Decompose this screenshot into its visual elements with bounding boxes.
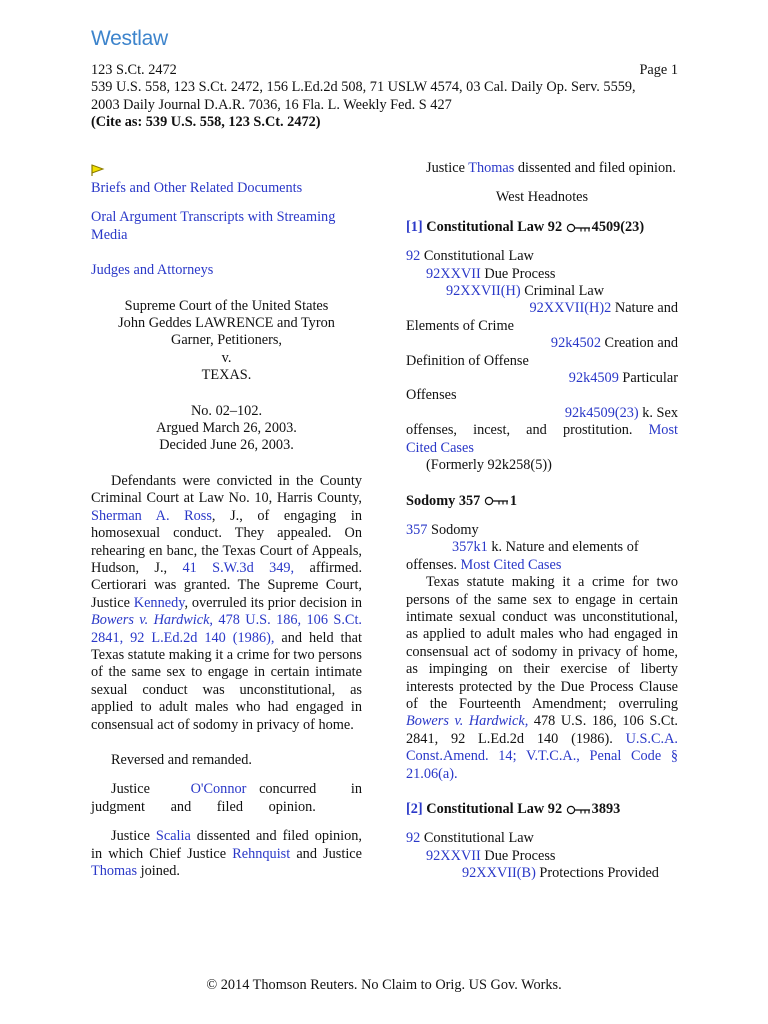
versus: v. [221,349,232,366]
respondent: TEXAS. [201,367,252,384]
bowers-case-link-2[interactable]: Bowers v. Hardwick, [406,713,529,730]
hn-sodomy-line-2: 357k1 k. Nature and elements of [452,539,639,556]
key-number-icon [484,496,510,506]
hn1-line-5b: Definition of Offense [406,352,529,369]
right-column [406,160,678,883]
yellow-flag-icon[interactable] [91,164,105,176]
headnote-2-number[interactable]: [2] [406,801,423,817]
hn1-line-4: 92XXVII(H)2 Nature and [529,300,678,317]
decided-date: Decided June 26, 2003. [159,437,294,454]
topic-92-link[interactable]: 92 [406,248,421,265]
topic-92-link-2[interactable]: 92 [406,830,421,847]
hn1-formerly: (Formerly 92k258(5)) [426,457,552,474]
topic-92k4509-link[interactable]: 92k4509 [568,370,619,387]
hn1-line-6: 92k4509 Particular [568,370,678,387]
bowers-case-link[interactable]: Bowers v. Hardwick, [91,612,213,629]
hn-sodomy-line-2b: offenses. Most Cited Cases [406,556,562,573]
headnotes-title: West Headnotes [495,189,589,206]
usca-const-link[interactable]: U.S.C.A. Const.Amend. 14; V.T.C.A., Penal Code § 21.06(a). [406,730,678,782]
court-name: Supreme Court of the United States [124,297,329,314]
hn-sodomy-body: Texas statute making it a crime for two persons of the same sex to engage in certain intimate sexual conduct was unconstitutional, as applied to adult males who had engaged in consensual act of sodomy in privacy of home, as impinging on their exercise of liberty interests protected by the Due Process Clause of the Fourteenth Amendment; overruling Bowers v. Hardwick, 478 U.S. 186, 106 S.Ct. 2841, 92 L.Ed.2d 140 (1986). U.S.C.A. Const.Amend. 14; V.T.C.A., Penal Code § 21.06(a). [406,574,678,782]
hn-sodomy-line-1: 357 Sodomy [406,521,479,538]
briefs-link[interactable]: Briefs and Other Related Documents [91,180,303,196]
justice-thomas-link[interactable]: Thomas [91,863,138,879]
justice-rehnquist-link[interactable]: Rehnquist [232,845,291,862]
justice-scalia-link[interactable]: Scalia [155,828,191,845]
parallel-cites-2: 2003 Daily Journal D.A.R. 7036, 16 Fla. L. Weekly Fed. S 427 [91,96,452,113]
westlaw-logo: Westlaw [91,27,168,50]
topic-92xxviih-link[interactable]: 92XXVII(H) [446,283,521,300]
hn1-line-4b: Elements of Crime [406,317,514,334]
headnote-1-heading: [1] Constitutional Law 92 4509(23) [406,218,645,235]
page-label: Page 1 [639,62,678,78]
headnote-1-number[interactable]: [1] [406,218,423,235]
topic-92xxvii-link[interactable]: 92XXVII [426,265,481,282]
key-number-icon [566,805,592,815]
oral-argument-link[interactable]: Oral Argument Transcripts with Streaming Media [91,209,336,243]
hn1-line-6b: Offenses [406,387,457,404]
parties-line-2: Garner, Petitioners, [171,332,282,349]
headnote-2-heading: [2] Constitutional Law 92 3893 [406,801,621,817]
topic-92xxviih2-link[interactable]: 92XXVII(H)2 [529,300,612,317]
most-cited-cases-link-1[interactable]: Most Cited Cases [406,422,678,456]
cite-as: (Cite as: 539 U.S. 558, 123 S.Ct. 2472) [91,114,321,131]
hn1-line-7: 92k4509(23) k. Sex [564,404,678,421]
hn2-line-1: 92 Constitutional Law [406,830,534,847]
topic-92k4509-23-link[interactable]: 92k4509(23) [564,404,639,421]
hn1-line-5: 92k4502 Creation and [550,335,678,352]
hn2-line-3: 92XXVII(B) Protections Provided [462,865,659,882]
cite-top: 123 S.Ct. 2472 [91,62,177,78]
judge-ross-link[interactable]: Sherman A. Ross [91,507,212,524]
topic-92k4502-link[interactable]: 92k4502 [550,335,601,352]
parties-line-1: John Geddes LAWRENCE and Tyron [118,315,335,332]
copyright-footer: © 2014 Thomson Reuters. No Claim to Orig. US Gov. Works. [206,977,562,993]
hn1-line-7b: offenses, incest, and prostitution. Most Cited Cases [406,422,678,456]
docket-number: No. 02–102. [190,402,263,419]
argued-date: Argued March 26, 2003. [156,420,297,437]
topic-357-link[interactable]: 357 [406,521,428,538]
justice-oconnor-link[interactable]: O'Connor [190,781,247,798]
judges-attorneys-link[interactable]: Judges and Attorneys [91,262,214,279]
scalia-opinion: Justice Scalia dissented and filed opinion, in which Chief Justice Rehnquist and Justice Thomas joined. [91,828,362,879]
sw3d-cite-link[interactable]: 41 S.W.3d 349, [182,559,295,576]
oconnor-opinion: Justice O'Connor concurred in judgment and filed opinion. [91,781,362,815]
topic-357k1-link[interactable]: 357k1 [452,539,488,556]
hn1-line-3: 92XXVII(H) Criminal Law [446,283,605,300]
key-number-icon [566,223,592,233]
hn2-line-2: 92XXVII Due Process [426,847,556,864]
hn1-line-1: 92 Constitutional Law [406,248,534,265]
justice-thomas-link-2[interactable]: Thomas [468,160,515,176]
parallel-cites-1: 539 U.S. 558, 123 S.Ct. 2472, 156 L.Ed.2d 508, 71 USLW 4574, 03 Cal. Daily Op. Serv. 5559, [91,79,636,96]
bowers-cite-link[interactable]: 478 U.S. 186, 106 S.Ct. 2841, 92 L.Ed.2d 140 (1986), [91,612,363,646]
topic-92xxvii-link-2[interactable]: 92XXVII [426,847,481,864]
document-header [91,62,678,132]
hn1-line-2: 92XXVII Due Process [426,265,556,282]
synopsis: Defendants were convicted in the County Criminal Court at Law No. 10, Harris County, Sherman A. Ross, J., of engaging in homosexual conduct. They appealed. On rehearing en banc, the Texas Court of Appeals, Hudson, J., 41 S.W.3d 349, affirmed. Certiorari was granted. The Supreme Court, Justice Kennedy, overruled its prior decision in Bowers v. Hardwick, 478 U.S. 186, 106 S.Ct. 2841, 92 L.Ed.2d 140 (1986), and held that Texas statute making it a crime for two persons of the same sex to engage in certain intimate sexual conduct was unconstitutional, as applied to adult males who had engaged in consensual act of sodomy in privacy of home. [91,472,363,733]
most-cited-cases-link-2[interactable]: Most Cited Cases [460,556,562,573]
left-column [91,160,362,880]
thomas-opinion: Justice Thomas dissented and filed opinion. [426,160,676,176]
justice-kennedy-link[interactable]: Kennedy [133,594,185,611]
headnote-sodomy-heading: Sodomy 357 1 [406,492,518,509]
topic-92xxviib-link[interactable]: 92XXVII(B) [462,865,536,882]
disposition: Reversed and remanded. [111,751,252,768]
